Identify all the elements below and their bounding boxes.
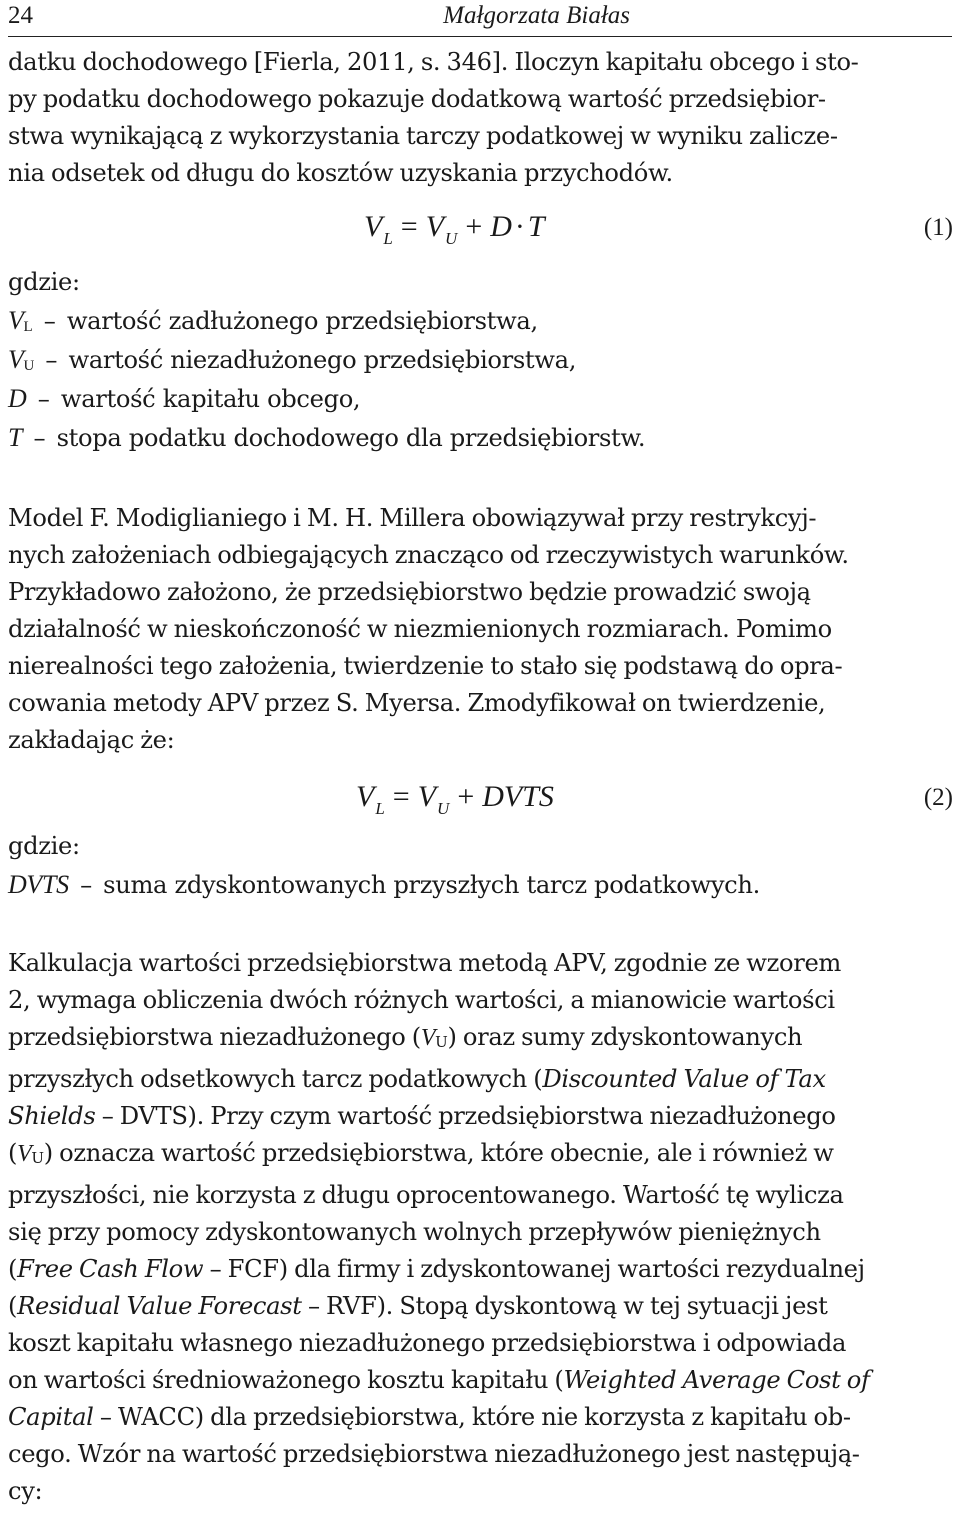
paragraph-line: Shields – DVTS). Przy czym wartość przedsiębiorstwa niezadłużonego — [8, 1102, 836, 1130]
paragraph-line: przedsiębiorstwa niezadłużonego (VU) oraz sumy zdyskontowanych — [8, 1023, 803, 1051]
equation-1 — [8, 210, 953, 250]
page-header — [8, 0, 952, 37]
paragraph-line: Przykładowo założono, że przedsiębiorstwo będzie prowadzić swoją — [8, 578, 811, 606]
page-number: 24 — [8, 2, 33, 29]
paragraph-line: (Free Cash Flow – FCF) dla firmy i zdyskontowanej wartości rezydualnej — [8, 1255, 865, 1283]
paragraph-line: zakładając że: — [8, 726, 175, 754]
paragraph-line: datku dochodowego [Fierla, 2011, s. 346]. Iloczyn kapitału obcego i sto- — [8, 48, 859, 76]
equation-1-number: (1) — [923, 214, 953, 241]
definitions-gdzie-2: gdzie: — [8, 832, 80, 860]
running-head-author: Małgorzata Białas — [443, 2, 630, 29]
equation-2-formula: $V_L = V_U$ + DVTS — [356, 780, 554, 818]
paragraph-line: nierealności tego założenia, twierdzenie to stało się podstawą do opra- — [8, 652, 843, 680]
paragraph-line: się przy pomocy zdyskontowanych wolnych przepływów pieniężnych — [8, 1218, 821, 1246]
paragraph-line: stwa wynikającą z wykorzystania tarczy podatkowej w wyniku zalicze- — [8, 122, 838, 150]
definition-vu: $V_U$ – wartość niezadłużonego przedsiębiorstwa, — [8, 345, 577, 374]
paragraph-line: nia odsetek od długu do kosztów uzyskania przychodów. — [8, 159, 673, 187]
paragraph-line: on wartości średnioważonego kosztu kapitału (Weighted Average Cost of — [8, 1366, 870, 1394]
paragraph-line: (Residual Value Forecast – RVF). Stopą dyskontową w tej sytuacji jest — [8, 1292, 828, 1320]
paragraph-line: py podatku dochodowego pokazuje dodatkową wartość przedsiębior- — [8, 85, 826, 113]
paragraph-line: Kalkulacja wartości przedsiębiorstwa metodą APV, zgodnie ze wzorem — [8, 949, 841, 977]
definition-dvts: DVTS – suma zdyskontowanych przyszłych tarcz podatkowych. — [8, 870, 760, 899]
equation-2-number: (2) — [923, 784, 953, 811]
definition-t: T – stopa podatku dochodowego dla przedsiębiorstw. — [8, 423, 646, 452]
paragraph-line: koszt kapitału własnego niezadłużonego przedsiębiorstwa i odpowiada — [8, 1329, 847, 1357]
paragraph-line: cy: — [8, 1477, 43, 1505]
paragraph-line: nych założeniach odbiegających znacząco od rzeczywistych warunków. — [8, 541, 849, 569]
paragraph-line: Model F. Modiglianiego i M. H. Millera obowiązywał przy restrykcyj- — [8, 504, 817, 532]
definitions-gdzie-1: gdzie: — [8, 268, 80, 296]
paragraph-line: przyszłości, nie korzysta z długu oprocentowanego. Wartość tę wylicza — [8, 1181, 844, 1209]
paragraph-line: 2, wymaga obliczenia dwóch różnych wartości, a mianowicie wartości — [8, 986, 835, 1014]
equation-1-formula: $V_L = V_U + D \cdot T$ — [364, 210, 545, 248]
definition-d: D – wartość kapitału obcego, — [8, 384, 361, 413]
paragraph-line: przyszłych odsetkowych tarcz podatkowych (Discounted Value of Tax — [8, 1065, 826, 1093]
paragraph-line: cego. Wzór na wartość przedsiębiorstwa niezadłużonego jest następują- — [8, 1440, 860, 1468]
paragraph-line: (VU) oznacza wartość przedsiębiorstwa, które obecnie, ale i również w — [8, 1139, 834, 1167]
paragraph-line: działalność w nieskończoność w niezmienionych rozmiarach. Pomimo — [8, 615, 832, 643]
equation-2 — [8, 780, 953, 820]
definition-vl: $V_L$ – wartość zadłużonego przedsiębiorstwa, — [8, 306, 538, 335]
paragraph-3 — [8, 945, 953, 1510]
paragraph-2 — [8, 500, 953, 759]
paragraph-line: Capital – WACC) dla przedsiębiorstwa, które nie korzysta z kapitału ob- — [8, 1403, 851, 1431]
paragraph-1 — [8, 44, 953, 192]
paragraph-line: cowania metody APV przez S. Myersa. Zmodyfikował on twierdzenie, — [8, 689, 826, 717]
